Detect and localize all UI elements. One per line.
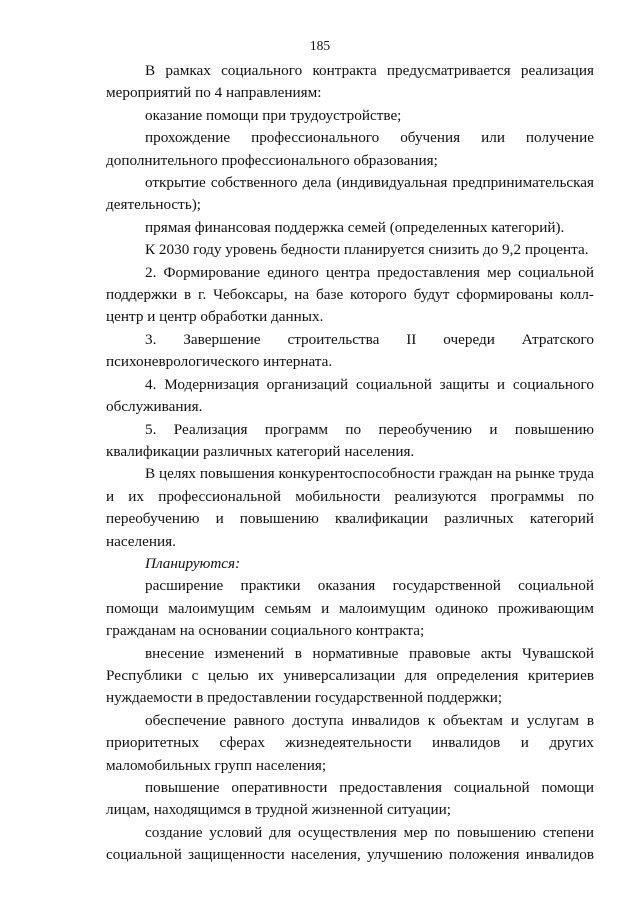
paragraph-competitiveness: В целях повышения конкурентоспособности граждан на рынке труда и их профессиональной мобильности реализуются программы по переобучению и повышению квалификации различных категорий населения. (106, 465, 594, 550)
paragraph-planned-responsiveness: повышение оперативности предоставления социальной помощи лицам, находящимся в трудной жизненной ситуации; (106, 779, 594, 819)
paragraph-planned-heading: Планируются: (145, 554, 241, 572)
paragraph-professional-training: прохождение профессионального обучения или получение дополнительного профессионального образования; (106, 129, 594, 169)
paragraph-item-3: 3. Завершение строительства II очереди Атратского психоневрологического интерната. (106, 330, 594, 371)
paragraph-item-5: 5. Реализация программ по переобучению и повышению квалификации различных категорий населения. (106, 420, 594, 460)
paragraph-poverty-target: К 2030 году уровень бедности планируется снизить до 9,2 процента. (145, 241, 589, 259)
paragraph-social-contract-intro: В рамках социального контракта предусматривается реализация мероприятий по 4 направлениям: (106, 62, 594, 102)
paragraph-item-2: 2. Формирование единого центра предоставления мер социальной поддержки в г. Чебоксары, на базе которого будут сформированы колл-центр и центр обработки данных. (106, 263, 594, 326)
paragraph-planned-access: обеспечение равного доступа инвалидов к объектам и услугам в приоритетных сферах жизнедеятельности инвалидов и других маломобильных групп населения; (106, 711, 594, 774)
paragraph-planned-social-aid: расширение практики оказания государственной социальной помощи малоимущим семьям и малоимущим одиноко проживающим гражданам на основании социального контракта; (106, 577, 594, 640)
paragraph-employment-assistance: оказание помощи при трудоустройстве; (145, 106, 402, 124)
paragraph-financial-support: прямая финансовая поддержка семей (определенных категорий). (145, 218, 565, 236)
paragraph-planned-legal-changes: внесение изменений в нормативные правовые акты Чувашской Республики с целью их универсализации для определения критериев нуждаемости в предоставлении государственной поддержки; (106, 644, 594, 707)
paragraph-own-business: открытие собственного дела (индивидуальная предпринимательская деятельность); (106, 174, 594, 214)
paragraph-planned-conditions: создание условий для осуществления мер по повышению степени социальной защищенности населения, улучшению положения инвалидов (106, 823, 594, 864)
page-number: 185 (309, 38, 331, 53)
document-body (106, 60, 594, 867)
paragraph-item-4: 4. Модернизация организаций социальной защиты и социального обслуживания. (106, 375, 594, 416)
